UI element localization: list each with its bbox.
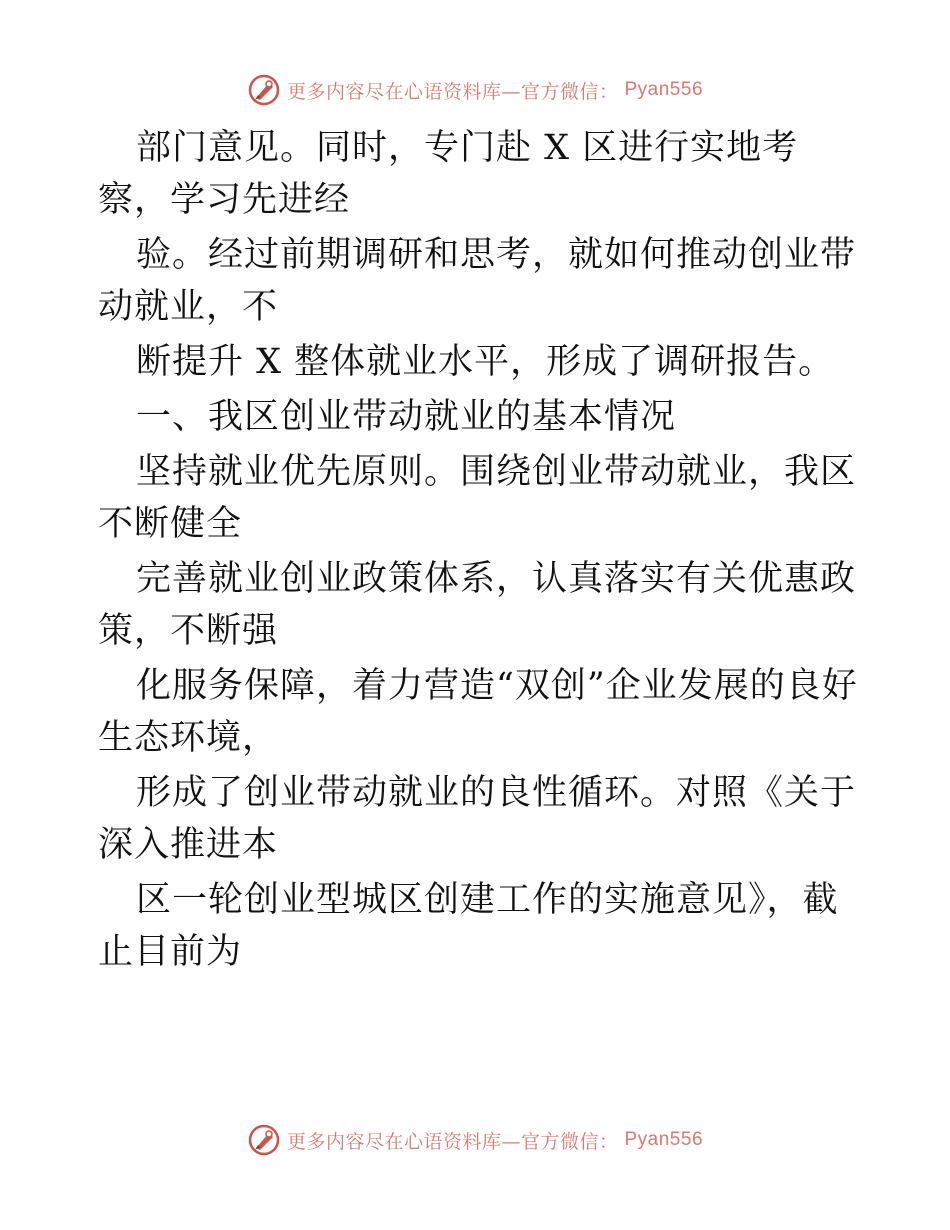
document-body [98,122,858,981]
paragraph: 区一轮创业型城区创建工作的实施意见》，截止目前为 [98,880,839,972]
footer-watermark [0,1120,950,1160]
watermark-text: 更多内容尽在心语资料库—官方微信： [286,80,619,103]
header-watermark [0,70,950,110]
watermark-wechat-id: Pyan556 [624,1129,704,1150]
watermark-text: 更多内容尽在心语资料库—官方微信： [286,1130,619,1153]
watermark-wechat-id: Pyan556 [624,79,704,100]
paragraph: 形成了创业带动就业的良性循环。对照《关于深入推进本 [98,773,857,865]
paragraph: 完善就业创业政策体系，认真落实有关优惠政策，不断强 [98,559,857,651]
paragraph: 部门意见。同时，专门赴 X 区进行实地考察，学习先进经 [98,128,799,220]
paragraph: 验。经过前期调研和思考，就如何推动创业带动就业，不 [98,235,857,327]
pen-nib-logo-icon [247,73,281,107]
section-heading: 一、我区创业带动就业的基本情况 [136,397,677,437]
paragraph: 断提升 X 整体就业水平，形成了调研报告。 [136,342,835,382]
pen-nib-logo-icon [247,1123,281,1157]
paragraph: 坚持就业优先原则。围绕创业带动就业，我区不断健全 [98,452,857,544]
paragraph: 化服务保障，着力营造“双创”企业发展的良好生态环境， [98,666,858,758]
